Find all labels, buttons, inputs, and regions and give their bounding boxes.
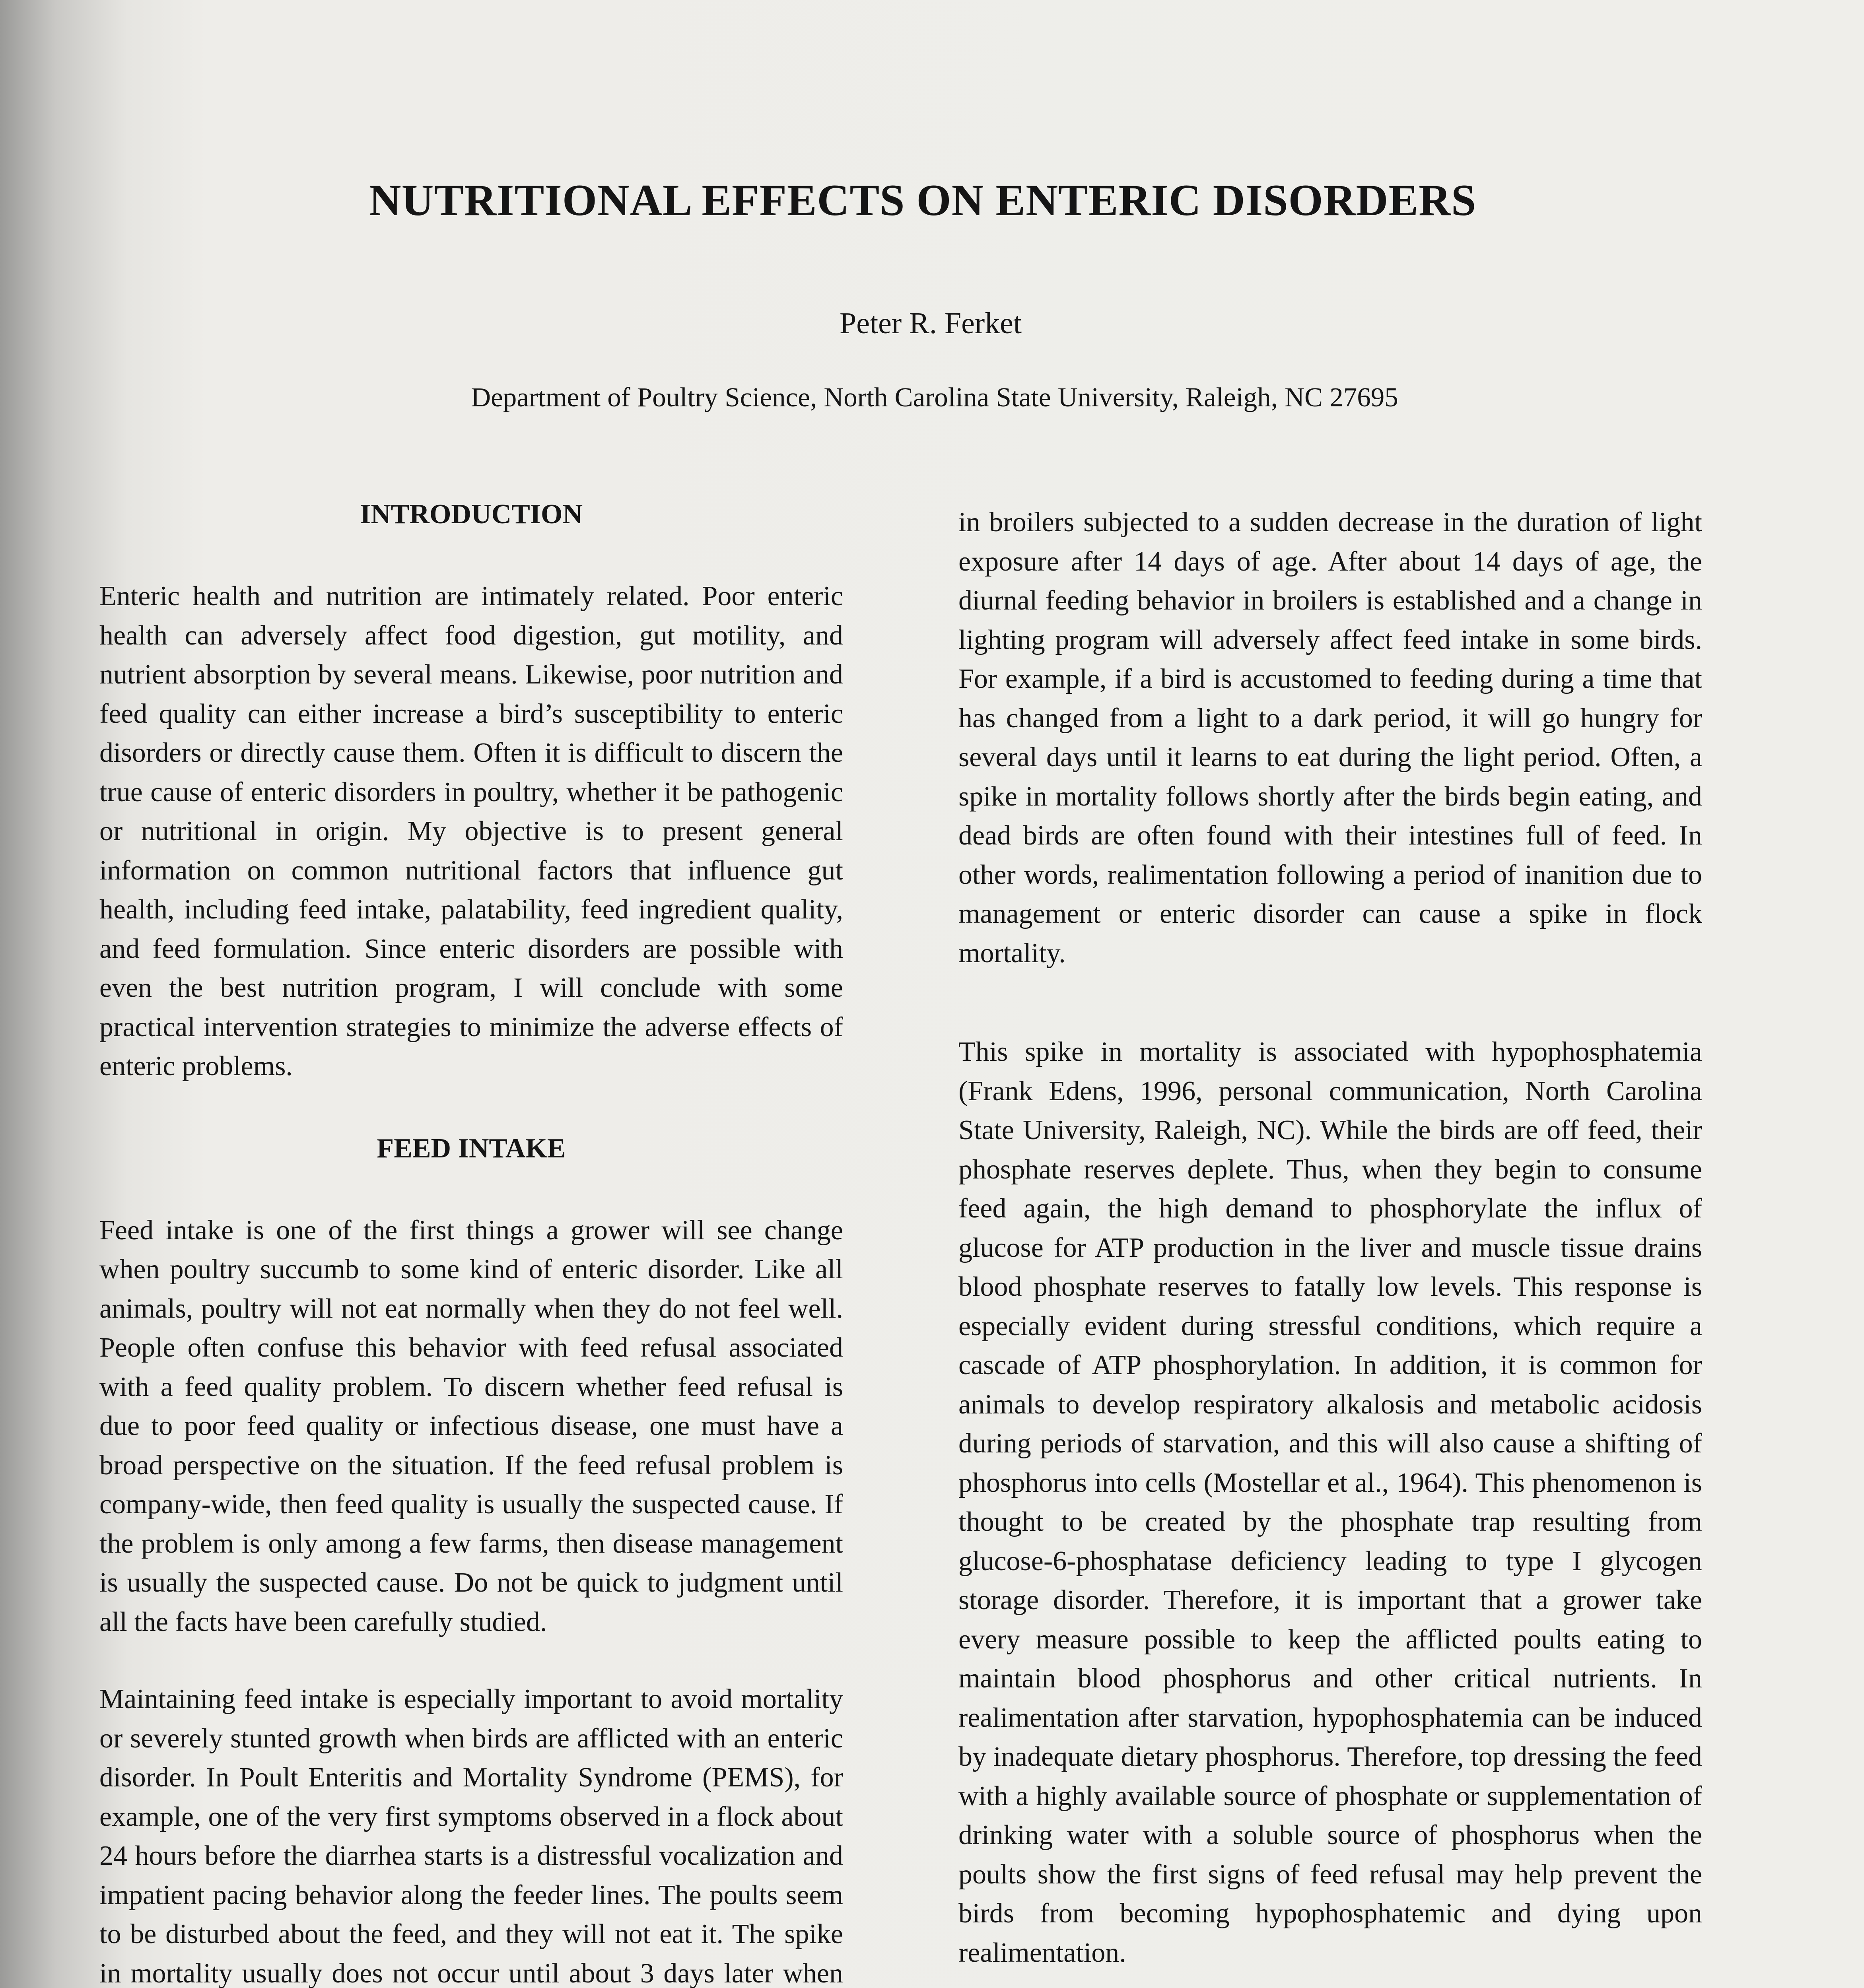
- introduction-paragraph: Enteric health and nutrition are intimately related. Poor enteric health can adversely affect food digestion, gut motility, and nutrient absorption by several means. Likewise, poor nutrition and feed quality can either increase a bird’s susceptibility to enteric disorders or directly cause them. Often it is difficult to discern the true cause of enteric disorders in poultry, whether it be pathogenic or nutritional in origin. My objective is to present general information on common nutritional factors that influence gut health, including feed intake, palatability, feed ingredient quality, and feed formulation. Since enteric disorders are possible with even the best nutrition program, I will conclude with some practical intervention strategies to minimize the adverse effects of enteric problems.: [99, 581, 843, 1081]
- introduction-heading: INTRODUCTION: [360, 499, 583, 530]
- article-title: NUTRITIONAL EFFECTS ON ENTERIC DISORDERS: [369, 176, 1477, 225]
- hypophosphatemia-paragraph: This spike in mortality is associated with hypophosphatemia (Frank Edens, 1996, personal communication, North Carolina State University, Raleigh, NC). While the birds are off feed, their phosphate reserves deplete. Thus, when they begin to consume feed again, the high demand to phosphorylate the influx of glucose for ATP production in the liver and muscle tissue drains blood phosphate reserves to fatally low levels. This response is especially evident during stressful conditions, which require a cascade of ATP phosphorylation. In addition, it is common for animals to develop respiratory alkalosis and metabolic acidosis during periods of starvation, and this will also cause a shifting of phosphorus into cells (Mostellar et al., 1964). This phenomenon is thought to be created by the phosphate trap resulting from glucose-6-phosphatase deficiency leading to type I glycogen storage disorder. Therefore, it is important that a grower take every measure possible to keep the afflicted poults eating to maintain blood phosphorus and other critical nutrients. In realimentation after starvation, hypophosphatemia can be induced by inadequate dietary phosphorus. Therefore, top dressing the feed with a highly available source of phosphate or supplementation of drinking water with a soluble source of phosphorus when the poults show the first signs of feed refusal may help prevent the birds from becoming hypophosphatemic and dying upon realimentation.: [958, 1037, 1702, 1968]
- right-column: [958, 503, 1702, 1972]
- author-affiliation: Department of Poultry Science, North Carolina State University, Raleigh, NC 27695: [471, 382, 1398, 412]
- feed-intake-paragraph-2: Maintaining feed intake is especially important to avoid mortality or severely stunted growth when birds are afflicted with an enteric disorder. In Poult Enteritis and Mortality Syndrome (PEMS), for example, one of the very first symptoms observed in a flock about 24 hours before the diarrhea starts is a distressful vocalization and impatient pacing behavior along the feeder lines. The poults seem to be disturbed about the feed, and they will not eat it. The spike in mortality usually does not occur until about 3 days later when: [99, 1684, 843, 1988]
- feed-intake-paragraph-1: Feed intake is one of the first things a grower will see change when poultry succumb to some kind of enteric disorder. Like all animals, poultry will not eat normally when they do not feel well. People often confuse this behavior with feed refusal associated with a feed quality problem. To discern whether feed refusal is due to poor feed quality or infectious disease, one must have a broad perspective on the situation. If the feed refusal problem is company-wide, then feed quality is usually the suspected cause. If the problem is only among a few farms, then disease management is usually the suspected cause. Do not be quick to judgment until all the facts have been carefully studied.: [99, 1215, 843, 1637]
- author-name: Peter R. Ferket: [839, 307, 1022, 340]
- feed-intake-heading: FEED INTAKE: [377, 1133, 566, 1164]
- left-column: [99, 495, 843, 1988]
- broiler-lighting-paragraph: in broilers subjected to a sudden decrease in the duration of light exposure after 14 days of age. After about 14 days of age, the diurnal feeding behavior in broilers is established and a change in lighting program will adversely affect feed intake in some birds. For example, if a bird is accustomed to feeding during a time that has changed from a light to a dark period, it will go hungry for several days until it learns to eat during the light period. Often, a spike in mortality follows shortly after the birds begin eating, and dead birds are often found with their intestines full of feed. In other words, realimentation following a period of inanition due to management or enteric disorder can cause a spike in flock mortality.: [958, 507, 1702, 969]
